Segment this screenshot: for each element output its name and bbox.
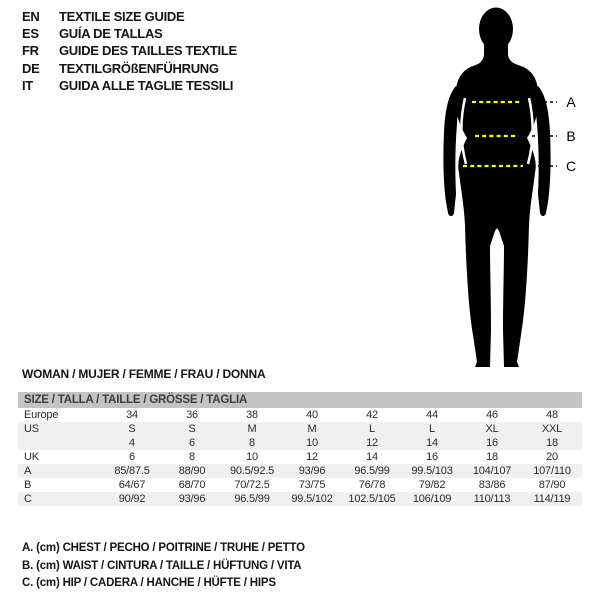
size-cell: 42	[366, 409, 378, 421]
size-cell: 8	[249, 437, 255, 449]
size-cell: 87/90	[538, 479, 566, 491]
size-cell: 106/109	[412, 493, 452, 505]
size-table-header: SIZE / TALLA / TAILLE / GRÖSSE / TAGLIA	[18, 392, 582, 408]
language-row-en	[22, 8, 237, 25]
size-cell: 83/86	[478, 479, 506, 491]
size-cell: 4	[129, 437, 135, 449]
language-header	[22, 8, 237, 94]
size-cell: 12	[366, 437, 378, 449]
size-cell: L	[369, 423, 375, 435]
size-cell: 73/75	[298, 479, 326, 491]
marker-label-c: C	[565, 158, 577, 174]
size-cell: 102.5/105	[348, 493, 396, 505]
row-label	[18, 436, 102, 450]
language-code: ES	[22, 26, 39, 42]
language-title: TEXTILE SIZE GUIDE	[59, 9, 185, 24]
size-cell: 88/90	[178, 465, 206, 477]
size-row-chest-a	[18, 464, 582, 478]
size-cell: 20	[546, 451, 558, 463]
language-title: GUÍA DE TALLAS	[59, 26, 163, 42]
size-cell: 79/82	[418, 479, 446, 491]
size-cell: 85/87.5	[114, 465, 150, 477]
size-cell: 99.5/102	[291, 493, 333, 505]
language-code: DE	[22, 60, 40, 76]
language-row-de	[22, 60, 237, 77]
size-cell: 99.5/103	[411, 465, 453, 477]
size-cell: 10	[306, 437, 318, 449]
size-cell: 14	[366, 451, 378, 463]
size-cell: 107/110	[533, 465, 571, 477]
size-cell: 48	[546, 409, 558, 421]
size-cell: 6	[129, 451, 135, 463]
legend-line-waist: B. (cm) WAIST / CINTURA / TAILLE / HÜFTUNG / VITA	[22, 559, 302, 572]
size-cell: 16	[426, 451, 438, 463]
size-cell: 14	[426, 437, 438, 449]
language-title: GUIDE DES TAILLES TEXTILE	[59, 43, 237, 59]
size-row-numeric	[18, 436, 582, 450]
row-label: B	[24, 479, 32, 491]
size-row-europe	[18, 408, 582, 422]
woman-silhouette-icon	[405, 0, 600, 375]
legend-line-chest: A. (cm) CHEST / PECHO / POITRINE / TRUHE / PETTO	[22, 542, 305, 554]
size-cell: 10	[246, 451, 258, 463]
size-cell: 76/78	[358, 479, 386, 491]
size-cell: 70/72.5	[234, 479, 270, 491]
size-row-hip-c	[18, 492, 582, 506]
measurement-figure	[405, 0, 600, 375]
size-cell: 40	[306, 409, 318, 421]
size-cell: S	[128, 423, 136, 435]
size-cell: 104/107	[472, 465, 512, 477]
size-row-us	[18, 422, 582, 436]
size-cell: M	[307, 423, 317, 435]
language-title: TEXTILGRÖßENFÜHRUNG	[59, 60, 219, 76]
row-label: UK	[24, 451, 39, 463]
size-cell: 90.5/92.5	[229, 465, 275, 477]
size-cell: 68/70	[178, 479, 206, 491]
row-label: Europe	[24, 409, 59, 421]
language-row-it	[22, 77, 237, 94]
section-title-woman: WOMAN / MUJER / FEMME / FRAU / DONNA	[22, 367, 266, 381]
size-cell: 46	[486, 409, 498, 421]
marker-label-a: A	[566, 94, 576, 110]
size-row-waist-b	[18, 478, 582, 492]
size-cell: 6	[189, 437, 195, 449]
row-label: C	[24, 493, 32, 505]
legend-line-hip: C. (cm) HIP / CADERA / HANCHE / HÜFTE / HIPS	[22, 577, 276, 589]
size-cell: S	[188, 423, 196, 435]
row-label: A	[24, 465, 32, 477]
size-table	[18, 408, 582, 506]
size-cell: L	[429, 423, 435, 435]
size-cell: 114/119	[533, 493, 571, 505]
size-cell: 64/67	[118, 479, 146, 491]
language-row-es	[22, 25, 237, 42]
language-title: GUIDA ALLE TAGLIE TESSILI	[59, 77, 234, 93]
size-cell: XXL	[541, 423, 563, 435]
size-cell: 12	[306, 451, 318, 463]
size-cell: 18	[486, 451, 498, 463]
size-table-section	[18, 392, 582, 506]
marker-label-b: B	[566, 128, 576, 144]
size-cell: 38	[246, 409, 258, 421]
size-cell: 96.5/99	[354, 465, 390, 477]
size-cell: 34	[126, 409, 138, 421]
size-cell: 44	[426, 409, 438, 421]
language-code: IT	[22, 77, 33, 93]
size-cell: 18	[546, 437, 558, 449]
size-cell: 96.5/99	[234, 493, 270, 505]
size-cell: 36	[186, 409, 198, 421]
size-cell: 93/96	[298, 465, 326, 477]
language-code: EN	[22, 9, 40, 24]
size-cell: 93/96	[178, 493, 206, 505]
size-cell: 16	[486, 437, 498, 449]
row-label: US	[24, 423, 39, 435]
size-cell: XL	[485, 423, 499, 435]
measurement-legend	[22, 540, 305, 593]
size-cell: 90/92	[118, 493, 146, 505]
size-row-uk	[18, 450, 582, 464]
size-cell: 110/113	[473, 493, 511, 505]
size-cell: 8	[189, 451, 195, 463]
language-code: FR	[22, 43, 39, 59]
size-cell: M	[247, 423, 257, 435]
language-row-fr	[22, 42, 237, 59]
